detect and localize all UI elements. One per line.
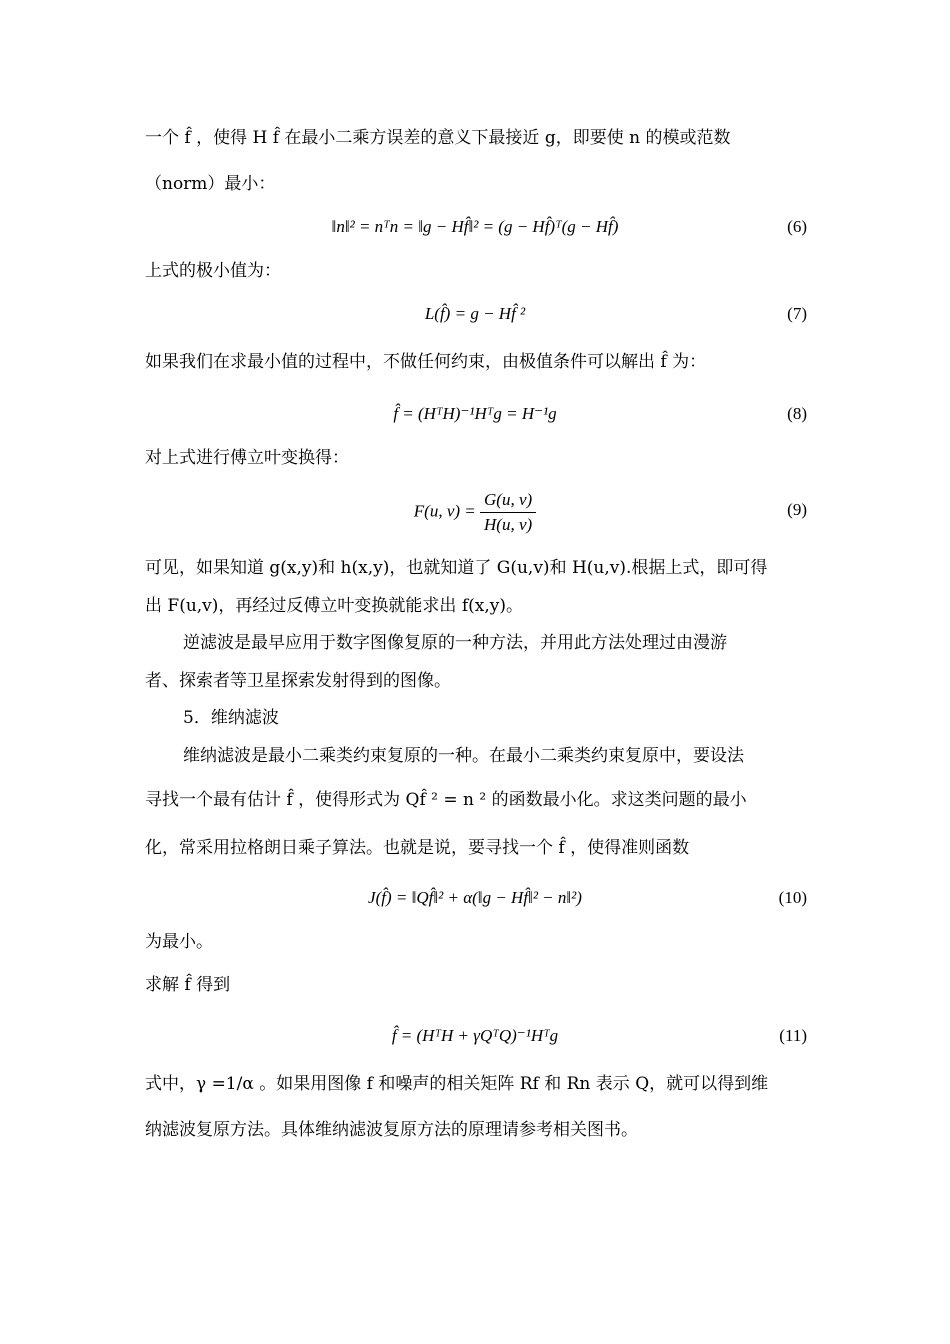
equation-number: (8) [787, 404, 807, 423]
equation-8: f̂ = (HᵀH)⁻¹Hᵀg = H⁻¹g [393, 404, 557, 423]
paragraph-line: 如果我们在求最小值的过程中，不做任何约束，由极值条件可以解出 f̂ 为： [145, 352, 707, 372]
paragraph-line: 求解 f̂ 得到 [145, 975, 231, 995]
section-heading: 5．维纳滤波 [183, 708, 279, 728]
paragraph-line: 维纳滤波是最小二乘类约束复原的一种。在最小二乘类约束复原中，要设法 [183, 746, 744, 766]
paragraph-line: 一个 f̂ ，使得 H f̂ 在最小二乘方误差的意义下最接近 g，即要使 n 的模或范数 [145, 128, 731, 148]
paragraph-line: 化，常采用拉格朗日乘子算法。也就是说，要寻找一个 f̂ ，使得准则函数 [145, 838, 690, 858]
equation-11: f̂ = (HᵀH + γQᵀQ)⁻¹Hᵀg [391, 1026, 559, 1045]
paragraph-line: 逆滤波是最早应用于数字图像复原的一种方法，并用此方法处理过由漫游 [183, 633, 727, 653]
paragraph-line: 者、探索者等卫星探索发射得到的图像。 [145, 671, 451, 691]
fraction-numerator: G(u, v) [480, 488, 536, 513]
paragraph-line: 式中，γ =1/α 。如果用图像 f 和噪声的相关矩阵 Rf 和 Rn 表示 Q，就可以得到维 [145, 1074, 769, 1094]
paragraph-line: 出 F(u,v)，再经过反傅立叶变换就能求出 f(x,y)。 [145, 596, 523, 616]
equation-10: J(f̂) = ‖Qf̂‖² + α(‖g − Hf̂‖² − n‖²) [368, 888, 582, 907]
paragraph-line: 为最小。 [145, 932, 213, 952]
fraction-denominator: H(u, v) [484, 515, 533, 534]
paragraph-line: （norm）最小： [145, 174, 276, 194]
equation-6: ‖n‖² = nᵀn = ‖g − Hf̂‖² = (g − Hf̂)ᵀ(g − Hf̂) [331, 217, 619, 236]
equation-9 [0, 488, 950, 537]
paragraph-line: 对上式进行傅立叶变换得： [145, 448, 349, 468]
equation-9-lhs: F(u, v) = [413, 501, 476, 521]
equation-number: (9) [787, 500, 807, 519]
paragraph-line: 可见，如果知道 g(x,y)和 h(x,y)，也就知道了 G(u,v)和 H(u,v).根据上式，即可得 [145, 558, 768, 578]
equation-number: (7) [787, 304, 807, 323]
equation-number: (11) [779, 1026, 807, 1045]
equation-9-fraction [480, 488, 536, 537]
paragraph-line: 寻找一个最有估计 f̂ ，使得形式为 Qf̂ ² = n ² 的函数最小化。求这类问题的最小 [145, 790, 747, 810]
equation-number: (10) [778, 888, 807, 907]
equation-number: (6) [787, 217, 807, 236]
paragraph-line: 纳滤波复原方法。具体维纳滤波复原方法的原理请参考相关图书。 [145, 1120, 638, 1140]
equation-7: L(f̂) = g − Hf̂ ² [424, 304, 526, 323]
paragraph-line: 上式的极小值为： [145, 261, 281, 281]
